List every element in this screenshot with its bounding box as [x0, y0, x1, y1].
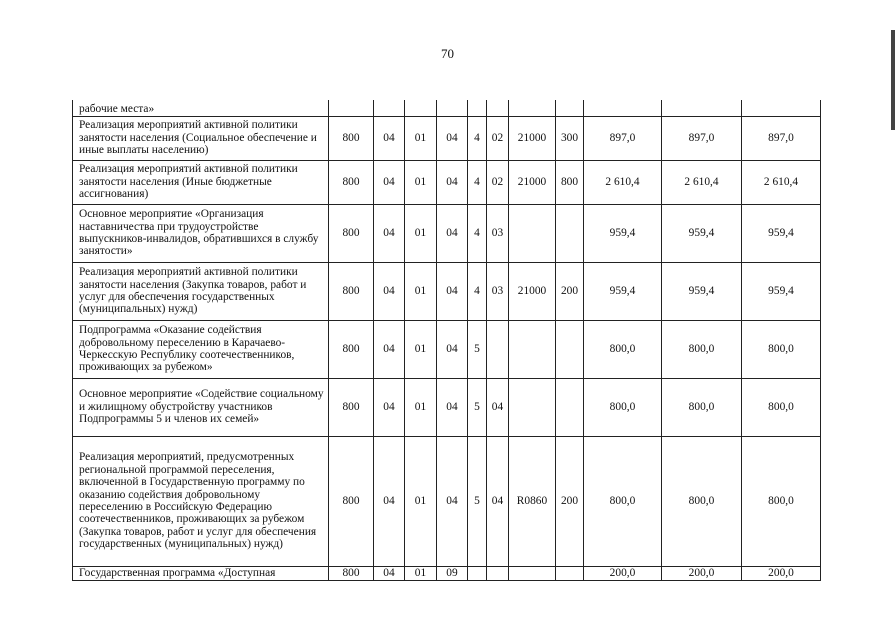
code-cell: 04	[487, 378, 509, 436]
code-cell	[556, 566, 584, 580]
amount-cell: 800,0	[742, 378, 821, 436]
code-cell	[556, 378, 584, 436]
code-cell: 21000	[509, 160, 556, 204]
amount-cell: 959,4	[662, 204, 742, 262]
code-cell: 04	[374, 378, 405, 436]
code-cell: 04	[374, 116, 405, 160]
code-cell	[374, 100, 405, 116]
code-cell	[509, 204, 556, 262]
row-name-cell: рабочие места»	[73, 100, 329, 116]
code-cell: 04	[437, 378, 468, 436]
code-cell: 4	[468, 160, 487, 204]
code-cell: 5	[468, 320, 487, 378]
table-row	[73, 116, 821, 160]
code-cell: 01	[405, 116, 437, 160]
table-row	[73, 320, 821, 378]
code-cell	[468, 100, 487, 116]
amount-cell: 897,0	[662, 116, 742, 160]
code-cell: 21000	[509, 116, 556, 160]
row-name-cell: Основное мероприятие «Организация наставничества при трудоустройстве выпускников-инвалидов, обратившихся в службу занятости»	[73, 204, 329, 262]
table-row	[73, 566, 821, 580]
table-row	[73, 160, 821, 204]
table-row	[73, 378, 821, 436]
code-cell: 04	[374, 262, 405, 320]
code-cell: 800	[329, 262, 374, 320]
amount-cell: 200,0	[742, 566, 821, 580]
code-cell: 4	[468, 116, 487, 160]
code-cell: 04	[374, 436, 405, 566]
code-cell: 800	[329, 320, 374, 378]
code-cell: 03	[487, 262, 509, 320]
code-cell: 01	[405, 378, 437, 436]
code-cell: R0860	[509, 436, 556, 566]
code-cell	[487, 320, 509, 378]
amount-cell: 800,0	[662, 436, 742, 566]
code-cell: 04	[437, 204, 468, 262]
code-cell: 04	[437, 436, 468, 566]
code-cell	[556, 204, 584, 262]
code-cell: 04	[374, 204, 405, 262]
code-cell: 300	[556, 116, 584, 160]
code-cell: 200	[556, 262, 584, 320]
page-number: 70	[441, 46, 454, 61]
code-cell: 4	[468, 262, 487, 320]
code-cell: 02	[487, 116, 509, 160]
row-name-cell: Реализация мероприятий активной политики занятости населения (Социальное обеспечение и иные выплаты населению)	[73, 116, 329, 160]
row-name-cell: Реализация мероприятий активной политики занятости населения (Иные бюджетные ассигнования)	[73, 160, 329, 204]
budget-table	[72, 100, 821, 581]
code-cell	[487, 100, 509, 116]
amount-cell: 959,4	[662, 262, 742, 320]
amount-cell: 959,4	[584, 204, 662, 262]
amount-cell: 897,0	[742, 116, 821, 160]
table-row	[73, 204, 821, 262]
code-cell	[487, 566, 509, 580]
amount-cell: 800,0	[662, 378, 742, 436]
amount-cell: 800,0	[584, 378, 662, 436]
code-cell	[556, 100, 584, 116]
scan-edge-artifact	[891, 30, 895, 130]
table-row	[73, 262, 821, 320]
code-cell: 01	[405, 160, 437, 204]
code-cell: 800	[329, 436, 374, 566]
row-name-cell: Подпрограмма «Оказание содействия добровольному переселению в Карачаево-Черкесскую Республику соотечественников, проживающих за рубежом»	[73, 320, 329, 378]
amount-cell: 800,0	[742, 320, 821, 378]
code-cell	[405, 100, 437, 116]
code-cell: 800	[556, 160, 584, 204]
code-cell: 200	[556, 436, 584, 566]
code-cell: 03	[487, 204, 509, 262]
amount-cell: 800,0	[742, 436, 821, 566]
table-row	[73, 100, 821, 116]
row-name-cell: Государственная программа «Доступная	[73, 566, 329, 580]
code-cell: 4	[468, 204, 487, 262]
amount-cell	[584, 100, 662, 116]
row-name-cell: Реализация мероприятий активной политики занятости населения (Закупка товаров, работ и услуг для обеспечения государственных (муниципальных) нужд)	[73, 262, 329, 320]
code-cell	[509, 378, 556, 436]
amount-cell: 959,4	[584, 262, 662, 320]
amount-cell: 959,4	[742, 204, 821, 262]
code-cell: 04	[374, 320, 405, 378]
code-cell	[509, 100, 556, 116]
code-cell: 01	[405, 436, 437, 566]
code-cell: 04	[374, 566, 405, 580]
code-cell: 01	[405, 204, 437, 262]
code-cell	[329, 100, 374, 116]
code-cell: 01	[405, 566, 437, 580]
code-cell: 5	[468, 378, 487, 436]
amount-cell: 800,0	[662, 320, 742, 378]
code-cell: 800	[329, 116, 374, 160]
amount-cell	[662, 100, 742, 116]
code-cell	[468, 566, 487, 580]
code-cell: 800	[329, 378, 374, 436]
amount-cell: 800,0	[584, 436, 662, 566]
code-cell: 04	[374, 160, 405, 204]
code-cell: 21000	[509, 262, 556, 320]
code-cell	[556, 320, 584, 378]
amount-cell: 959,4	[742, 262, 821, 320]
table-body	[73, 100, 821, 580]
code-cell: 800	[329, 160, 374, 204]
amount-cell: 2 610,4	[742, 160, 821, 204]
amount-cell	[742, 100, 821, 116]
code-cell: 04	[437, 320, 468, 378]
code-cell	[509, 566, 556, 580]
row-name-cell: Основное мероприятие «Содействие социальному и жилищному обустройству участников Подпрограммы 5 и членов их семей»	[73, 378, 329, 436]
code-cell: 01	[405, 262, 437, 320]
amount-cell: 2 610,4	[584, 160, 662, 204]
code-cell: 09	[437, 566, 468, 580]
amount-cell: 200,0	[662, 566, 742, 580]
amount-cell: 897,0	[584, 116, 662, 160]
code-cell: 800	[329, 204, 374, 262]
code-cell: 04	[487, 436, 509, 566]
table-row	[73, 436, 821, 566]
code-cell: 04	[437, 262, 468, 320]
code-cell: 04	[437, 160, 468, 204]
code-cell: 800	[329, 566, 374, 580]
amount-cell: 2 610,4	[662, 160, 742, 204]
code-cell: 5	[468, 436, 487, 566]
code-cell: 02	[487, 160, 509, 204]
amount-cell: 800,0	[584, 320, 662, 378]
row-name-cell: Реализация мероприятий, предусмотренных региональной программой переселения, включенной в Государственную программу по оказанию содействия добровольному переселению в Российскую Федерацию соотечественников, проживающих за рубежом (Закупка товаров, работ и услуг для обеспечения государственных (муниципальных) нужд)	[73, 436, 329, 566]
code-cell: 01	[405, 320, 437, 378]
amount-cell: 200,0	[584, 566, 662, 580]
code-cell	[509, 320, 556, 378]
code-cell	[437, 100, 468, 116]
code-cell: 04	[437, 116, 468, 160]
